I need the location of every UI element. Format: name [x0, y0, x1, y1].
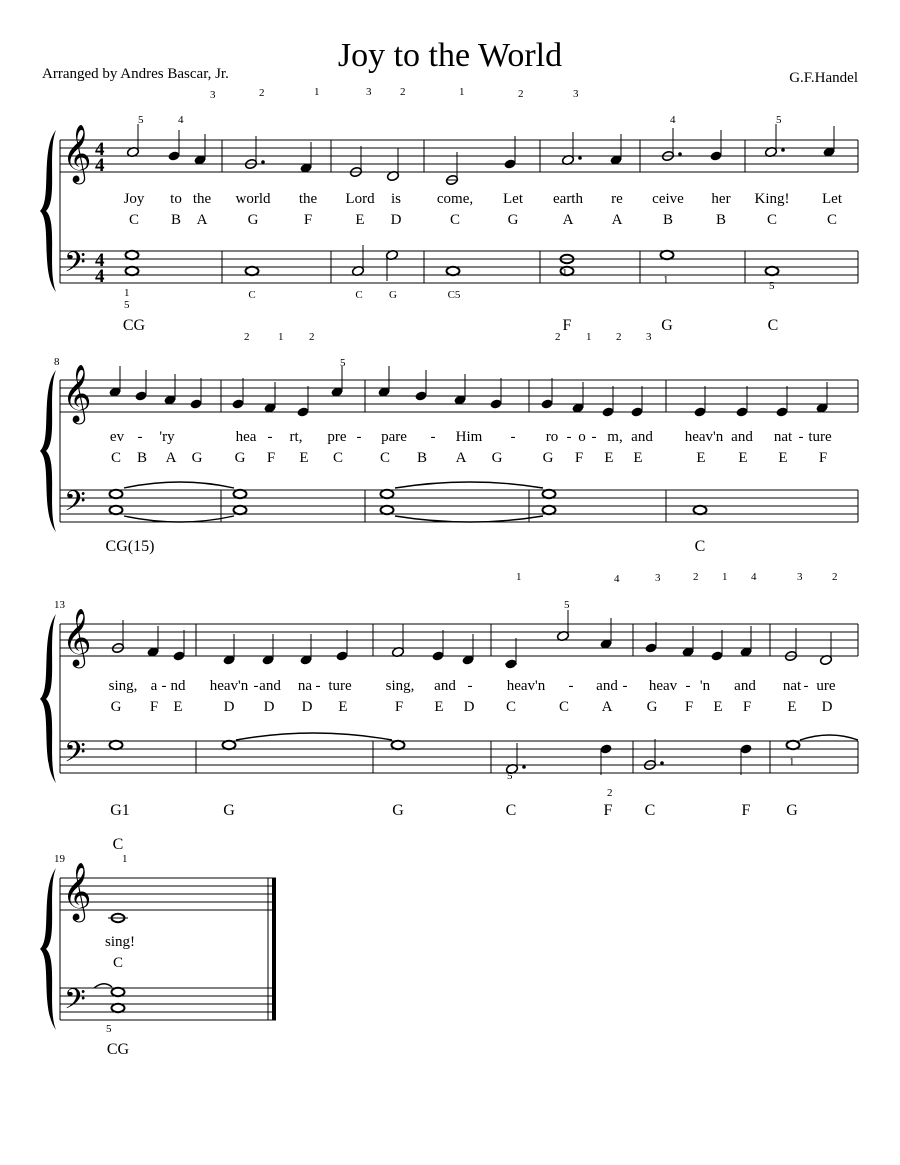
fingering: 5	[507, 770, 513, 782]
brace-icon	[40, 130, 56, 292]
note-letter: G	[110, 699, 122, 715]
chord-symbol: F	[562, 317, 572, 334]
note-letter: C	[505, 699, 517, 715]
lyric: -	[430, 429, 436, 445]
note-letter: C	[766, 212, 778, 228]
lyric: King!	[754, 191, 790, 207]
note-letter: C	[379, 450, 391, 466]
note	[110, 741, 123, 749]
lyric: -	[685, 678, 691, 694]
fingering: 5	[340, 357, 346, 369]
brace-icon	[40, 868, 56, 1030]
note	[543, 490, 556, 498]
lyric: -	[315, 678, 321, 694]
treble-clef-icon: 𝄞	[62, 863, 92, 919]
fingering: 2	[400, 86, 406, 98]
lyric: -	[591, 429, 597, 445]
fingering: 3	[210, 89, 216, 101]
note-letter: B	[416, 450, 428, 466]
chord-symbol: G	[786, 802, 798, 819]
lyric: o	[578, 429, 586, 445]
lyric: Let	[503, 191, 523, 207]
note-letter: E	[787, 699, 797, 715]
note-letter: C	[558, 699, 570, 715]
note-letter: A	[455, 450, 467, 466]
note-letter: F	[266, 450, 276, 466]
note-letter: E	[604, 450, 614, 466]
note-letter: E	[434, 699, 444, 715]
lyric: 'ry	[159, 429, 175, 445]
note	[112, 988, 125, 996]
note-letter: A	[165, 450, 177, 466]
note-letter: F	[684, 699, 694, 715]
bass-label: C	[355, 289, 363, 301]
lyric: world	[235, 191, 271, 207]
lyric: and	[596, 678, 618, 694]
note	[766, 267, 779, 275]
system-2	[40, 356, 858, 555]
note-letter: E	[173, 699, 183, 715]
fingering: 1	[722, 571, 728, 583]
note-letter: C	[449, 212, 461, 228]
system-1	[40, 86, 858, 343]
lyric: and	[734, 678, 756, 694]
bass-staff	[60, 490, 858, 522]
note-letter: A	[611, 212, 623, 228]
bass-clef-icon: 𝄢	[64, 738, 86, 775]
treble-staff	[60, 140, 858, 172]
fingering: 3	[646, 331, 652, 343]
lyric: nd	[170, 678, 186, 694]
note-letter: D	[263, 699, 275, 715]
tie	[236, 733, 392, 740]
lyric: pare	[381, 429, 407, 445]
fingering: 2	[832, 571, 838, 583]
note-letter: F	[303, 212, 313, 228]
note-letter: G	[507, 212, 519, 228]
fingering: 1	[562, 267, 568, 279]
fingering: 5	[564, 599, 570, 611]
arranger-credit: Arranged by Andres Bascar, Jr.	[42, 66, 229, 82]
chord-symbol: CG	[106, 1041, 130, 1058]
note-letter: G	[542, 450, 554, 466]
bass-staff	[60, 251, 858, 283]
lyrics-line	[109, 678, 836, 694]
fingering: 1	[586, 331, 592, 343]
fingering: 3	[655, 572, 661, 584]
lyric: and	[731, 429, 753, 445]
brace-icon	[40, 614, 56, 783]
fingering: 2	[555, 331, 561, 343]
lyric: ceive	[652, 191, 684, 207]
treble-clef-icon: 𝄞	[62, 125, 92, 181]
note-letter: G	[491, 450, 503, 466]
tie	[800, 735, 858, 740]
fingering: 4	[614, 573, 620, 585]
note-letter: D	[390, 212, 402, 228]
note-letter: B	[136, 450, 148, 466]
bass-clef-icon: 𝄢	[64, 487, 86, 524]
chord-symbol: G	[223, 802, 235, 819]
fingering: 1	[789, 756, 795, 768]
lyric: a	[150, 678, 158, 694]
bass-clef-icon: 𝄢	[64, 985, 86, 1022]
composer-credit: G.F.Handel	[789, 70, 858, 86]
time-signature-top: 4	[95, 250, 105, 271]
note	[234, 506, 247, 514]
lyric: -	[622, 678, 628, 694]
fingering: 3	[366, 86, 372, 98]
lyric: -	[467, 678, 473, 694]
treble-staff	[60, 878, 276, 910]
note-letter: F	[818, 450, 828, 466]
tie	[395, 516, 543, 522]
bass-staff	[60, 741, 858, 773]
note	[246, 267, 259, 275]
lyric: na	[297, 678, 313, 694]
lyric: nat	[773, 429, 793, 445]
fingering: 5	[124, 299, 130, 311]
treble-clef-icon: 𝄞	[62, 365, 92, 421]
note-letter: D	[821, 699, 833, 715]
lyric: the	[298, 191, 318, 207]
fingering: 5	[769, 280, 775, 292]
lyric: -	[803, 678, 809, 694]
measure-number: 8	[54, 356, 60, 368]
note-letter: G	[234, 450, 246, 466]
chord-symbol: C	[694, 538, 706, 555]
note	[392, 741, 405, 749]
time-signature-bottom: 4	[95, 266, 105, 287]
bass-staff	[60, 988, 276, 1020]
bass-notes	[126, 245, 779, 281]
note-letter: E	[713, 699, 723, 715]
lyric: m,	[607, 429, 623, 445]
note	[126, 267, 139, 275]
note-letter: G	[247, 212, 259, 228]
note	[661, 251, 674, 259]
fingering: 4	[670, 114, 676, 126]
lyric: rt,	[289, 429, 303, 445]
lyric: her	[711, 191, 731, 207]
lyric: 'n	[699, 678, 711, 694]
fingering: 3	[573, 88, 579, 100]
note-letter: B	[170, 212, 182, 228]
lyric: heav'n	[506, 678, 546, 694]
score-title: Joy to the World	[337, 37, 563, 74]
lyric: Joy	[123, 191, 145, 207]
fingering: 1	[516, 571, 522, 583]
chord-symbol: C	[112, 836, 124, 853]
note-letter: E	[778, 450, 788, 466]
lyric: heav'n	[209, 678, 249, 694]
bass-label: C5	[447, 289, 461, 301]
note-letter: A	[562, 212, 574, 228]
lyric: to	[170, 191, 182, 207]
bass-clef-icon: 𝄢	[64, 248, 86, 285]
lyric: earth	[553, 191, 583, 207]
fingering: 2	[518, 88, 524, 100]
lyric: re	[611, 191, 623, 207]
lyric: sing!	[105, 934, 135, 950]
lyric: ro	[545, 429, 559, 445]
lyric: Him	[455, 429, 483, 445]
fingering: 2	[244, 331, 250, 343]
note	[112, 1004, 125, 1012]
note-letter: F	[574, 450, 584, 466]
note-letter: C	[128, 212, 140, 228]
ties	[236, 733, 858, 740]
note-letters-line	[129, 212, 837, 228]
fingering: 1	[314, 86, 320, 98]
fingering: 1	[124, 287, 130, 299]
note	[694, 506, 707, 514]
treble-notes	[126, 124, 835, 186]
note	[110, 506, 123, 514]
fingering: 2	[309, 331, 315, 343]
fingering: 5	[776, 114, 782, 126]
lyric: is	[390, 191, 402, 207]
note-letter: E	[355, 212, 365, 228]
lyric: ture	[328, 678, 352, 694]
note-letter: G	[191, 450, 203, 466]
fingering: 3	[797, 571, 803, 583]
lyric: and	[434, 678, 456, 694]
system-4	[40, 836, 276, 1058]
lyric: sing,	[108, 678, 138, 694]
fingering: 5	[138, 114, 144, 126]
note-letter: E	[299, 450, 309, 466]
fingering: 2	[616, 331, 622, 343]
note-letter: E	[738, 450, 748, 466]
note	[234, 490, 247, 498]
fingering: 2	[607, 787, 613, 799]
tie	[395, 482, 543, 488]
note	[787, 741, 800, 749]
final-barline	[60, 878, 276, 1020]
lyric: -	[566, 429, 572, 445]
lyric: heav'n	[684, 429, 724, 445]
note-letter: G	[646, 699, 658, 715]
time-signature-bottom: 4	[95, 155, 105, 176]
lyric: heav	[648, 678, 678, 694]
lyric: and	[631, 429, 653, 445]
note	[126, 251, 139, 259]
tie	[124, 482, 234, 488]
note	[381, 490, 394, 498]
fingering: 1	[122, 853, 128, 865]
treble-clef-icon: 𝄞	[62, 609, 92, 665]
lyric: hea	[235, 429, 257, 445]
treble-staff	[60, 380, 858, 412]
lyric: -	[798, 429, 804, 445]
lyric: -	[161, 678, 167, 694]
note	[447, 267, 460, 275]
lyric: -	[267, 429, 273, 445]
brace-icon	[40, 370, 56, 532]
measure-number: 13	[54, 599, 65, 611]
note-letter: D	[301, 699, 313, 715]
lyric: and	[259, 678, 281, 694]
note-letter: C	[826, 212, 838, 228]
chord-symbol: C	[505, 802, 517, 819]
bass-label: C	[248, 289, 256, 301]
fingering: 1	[663, 274, 669, 286]
chord-symbol: G1	[110, 802, 130, 819]
note-letter: E	[633, 450, 643, 466]
note-letter: B	[715, 212, 727, 228]
lyric: nat	[782, 678, 802, 694]
fingering: 4	[751, 571, 757, 583]
note-letter: A	[196, 212, 208, 228]
lyric: Let	[822, 191, 842, 207]
lyric: ure	[816, 678, 836, 694]
note-letters-line	[111, 450, 827, 466]
treble-notes	[108, 366, 828, 418]
lyric: come,	[436, 191, 474, 207]
chord-symbol: G	[392, 802, 404, 819]
lyrics-line	[124, 191, 843, 207]
note-letter: D	[463, 699, 475, 715]
ties	[124, 482, 543, 522]
chord-symbol: C	[644, 802, 656, 819]
note	[110, 490, 123, 498]
lyric: sing,	[385, 678, 415, 694]
chord-symbol: C	[767, 317, 779, 334]
lyric: pre	[327, 429, 347, 445]
lyric: the	[192, 191, 212, 207]
note-letter: B	[662, 212, 674, 228]
lyric: -	[568, 678, 574, 694]
fingering: 5	[106, 1023, 112, 1035]
chord-symbol: F	[603, 802, 613, 819]
note-letter: F	[394, 699, 404, 715]
note-letter: C	[110, 450, 122, 466]
lyric: ev	[109, 429, 125, 445]
time-signature-top: 4	[95, 139, 105, 160]
lyric: -	[356, 429, 362, 445]
fingering: 4	[178, 114, 184, 126]
lyric: -	[137, 429, 143, 445]
fingering: 1	[459, 86, 465, 98]
bass-label: G	[389, 289, 397, 301]
lyric: -	[253, 678, 259, 694]
chord-symbol: CG	[122, 317, 146, 334]
tie	[124, 516, 234, 522]
note	[223, 741, 236, 749]
measure-number: 19	[54, 853, 65, 865]
note-letter: F	[742, 699, 752, 715]
lyric: ture	[808, 429, 832, 445]
fingering: 1	[278, 331, 284, 343]
lyric: Lord	[345, 191, 375, 207]
tie	[94, 984, 112, 988]
note-letter: F	[149, 699, 159, 715]
fingering: 2	[259, 87, 265, 99]
treble-staff	[60, 624, 858, 656]
note	[381, 506, 394, 514]
chord-symbol: G	[661, 317, 673, 334]
system-3	[40, 571, 858, 819]
chord-symbol: CG(15)	[105, 538, 155, 555]
note-letter: D	[223, 699, 235, 715]
note-letter: C	[332, 450, 344, 466]
note-letter: E	[696, 450, 706, 466]
bass-notes	[110, 490, 707, 514]
note-letter: A	[601, 699, 613, 715]
fingering: 2	[693, 571, 699, 583]
chord-symbol: F	[741, 802, 751, 819]
note	[543, 506, 556, 514]
note-letter: C	[112, 955, 124, 971]
note-letters-line	[111, 699, 833, 715]
note-letter: E	[338, 699, 348, 715]
lyric: -	[510, 429, 516, 445]
lyrics-line	[110, 429, 832, 445]
